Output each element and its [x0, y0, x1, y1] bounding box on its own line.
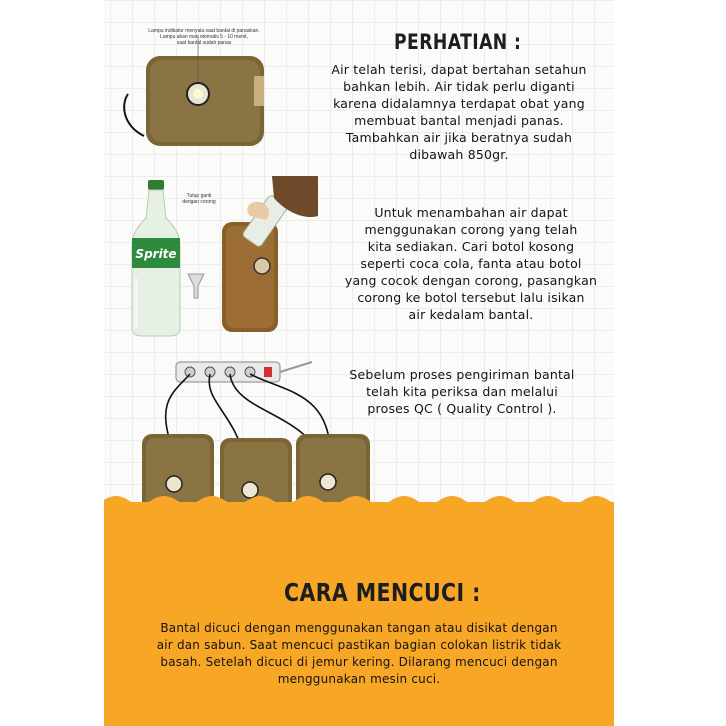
caption-line: Tutup ganti — [186, 193, 212, 199]
text-line: telah kita periksa dan melalui — [366, 384, 558, 399]
caption-line: Lampu akan mati otomatis 5 - 10 menit, — [160, 34, 248, 40]
funnel-image — [186, 270, 206, 300]
text-line: Bantal dicuci dengan menggunakan tangan atau disikat dengan — [160, 621, 558, 635]
bottle-brand-label: Sprite — [135, 247, 177, 261]
filling-pillow-image — [214, 176, 324, 336]
text-line: proses QC ( Quality Control ). — [367, 401, 557, 416]
text-line: dibawah 850gr. — [409, 147, 509, 162]
text-line: seperti coca cola, fanta atau botol — [360, 256, 582, 271]
text-line: Sebelum proses pengiriman bantal — [349, 367, 575, 382]
text-line: basah. Setelah dicuci di jemur kering. Dilarang mencuci dengan — [160, 655, 558, 669]
text-line: menggunakan mesin cuci. — [277, 672, 441, 686]
attention-heading: PERHATIAN : — [394, 30, 522, 54]
text-line: air dan sabun. Saat mencuci pastikan bagian colokan listrik tidak — [156, 638, 562, 652]
text-line: Tambahkan air jika beratnya sudah — [345, 130, 573, 145]
washing-panel — [104, 502, 614, 726]
text-line: karena didalamnya terdapat obat yang — [333, 96, 585, 111]
wave-divider — [104, 488, 614, 512]
caption-line: Lampu indikator menyala saat bantal di panaskan. — [148, 28, 260, 34]
caption-line: saat bantal sudah panas — [176, 40, 232, 46]
text-line: Air telah terisi, dapat bertahan setahun — [331, 62, 587, 77]
instruction-sheet — [104, 0, 614, 726]
left-margin — [0, 0, 104, 726]
text-line: kita sediakan. Cari botol kosong — [367, 239, 575, 254]
text-line: menggunakan corong yang telah — [364, 222, 578, 237]
text-line: yang cocok dengan corong, pasangkan — [344, 273, 598, 288]
text-line: bahkan lebih. Air tidak perlu diganti — [343, 79, 575, 94]
washing-heading: CARA MENCUCI : — [284, 578, 481, 607]
heat-pillow-image — [114, 46, 264, 156]
text-line: air kedalam bantal. — [408, 307, 534, 322]
text-line: Untuk menambahan air dapat — [374, 205, 568, 220]
caption-line: dengan corong — [182, 199, 216, 205]
text-line: corong ke botol tersebut lalu isikan — [357, 290, 585, 305]
text-line: membuat bantal menjadi panas. — [354, 113, 564, 128]
right-margin — [614, 0, 726, 726]
